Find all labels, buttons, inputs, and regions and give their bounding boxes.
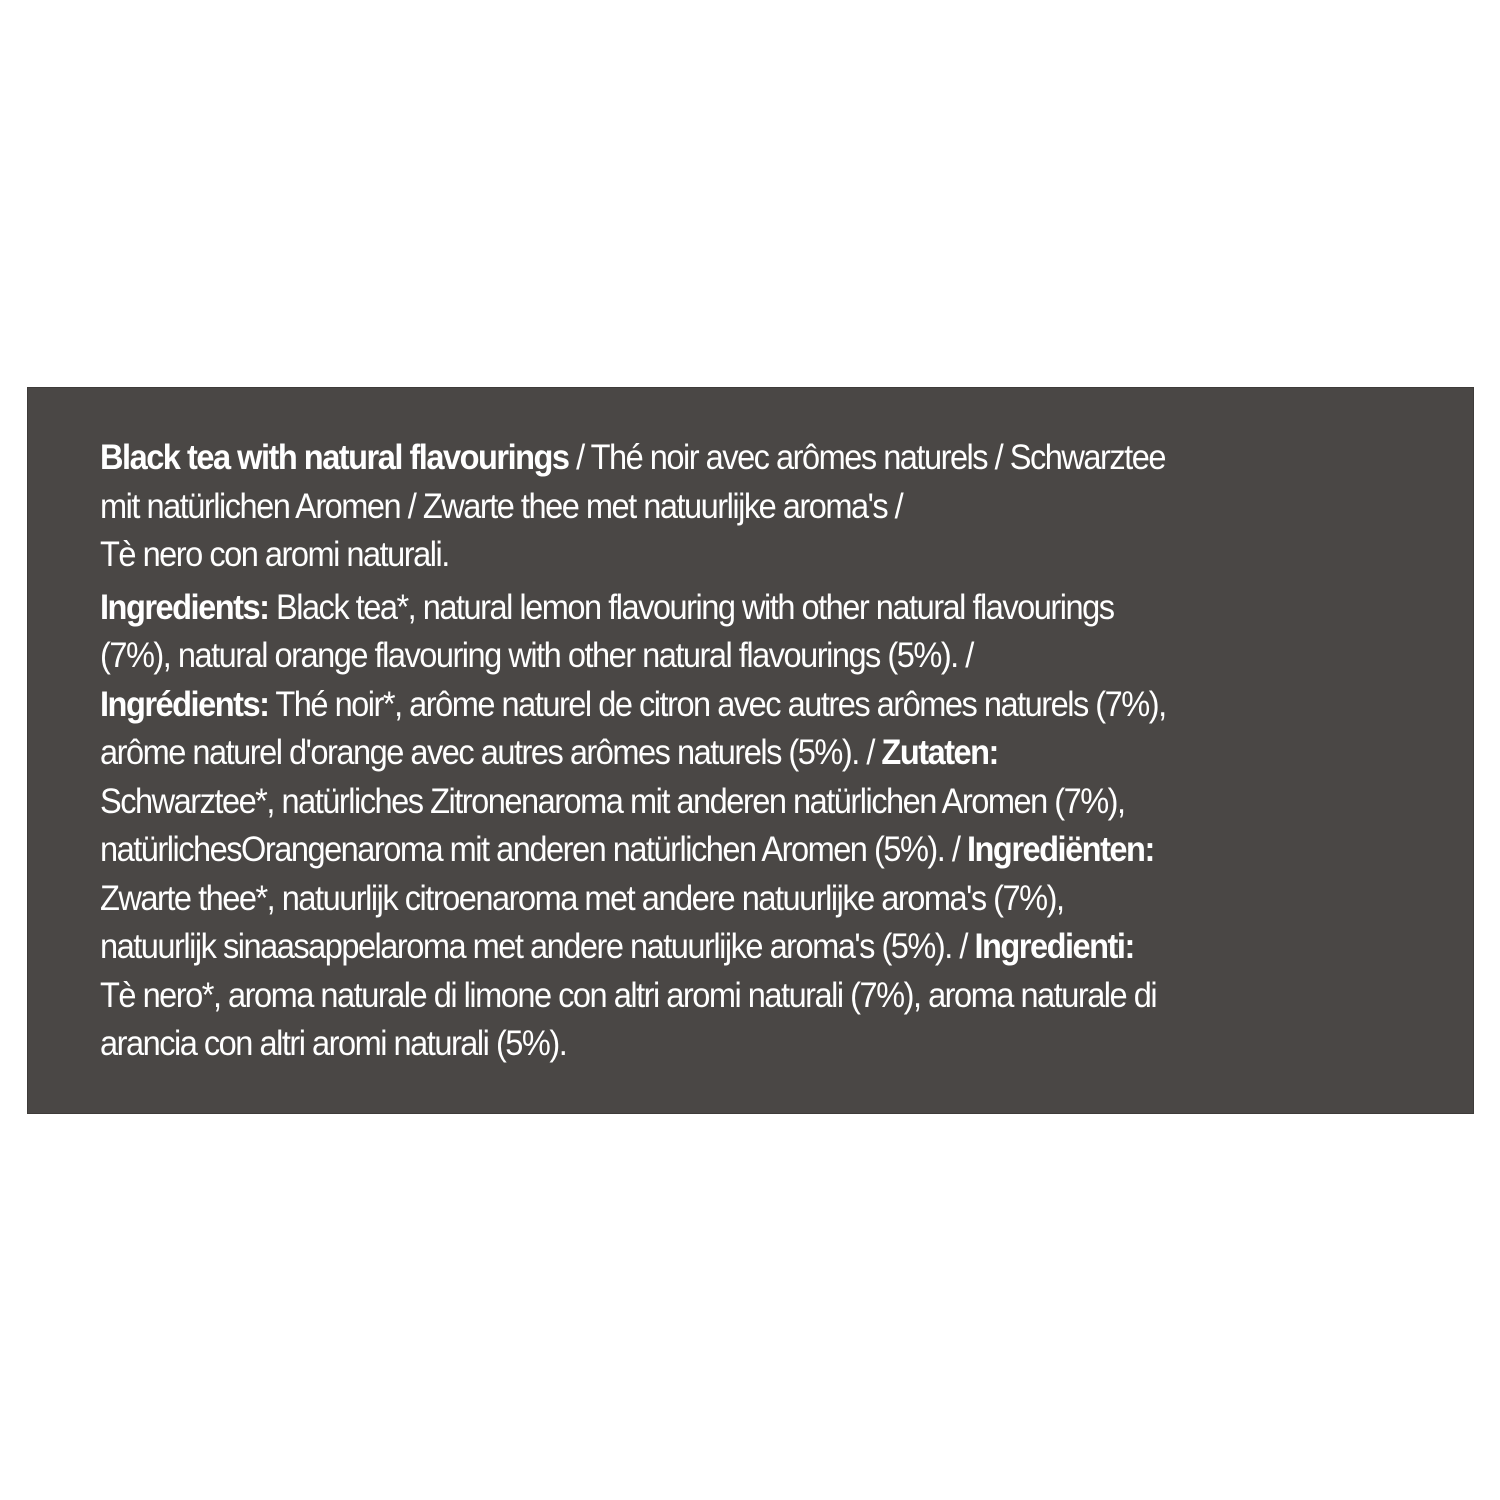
ingredients-de-label: Zutaten:: [881, 733, 998, 772]
ingredients-de-line-1: Schwarztee*, natürliches Zitronenaroma mit anderen natürlichen Aromen (7%),: [100, 781, 1125, 821]
product-name-translations: / Thé noir avec arômes naturels / Schwarztee: [568, 438, 1165, 477]
ingredients-fr-line-2: [100, 729, 1318, 778]
ingredients-nl-text-2: natuurlijk sinaasappelaroma met andere natuurlijke aroma's (5%). /: [100, 927, 975, 966]
ingredients-de-line-2: [100, 826, 1318, 875]
title-line-1: [100, 434, 1318, 483]
ingredients-en-line-2: (7%), natural orange flavouring with other natural flavourings (5%). /: [100, 636, 973, 675]
ingredients-it-line-1: Tè nero*, aroma naturale di limone con altri aromi naturali (7%), aroma naturale di: [100, 975, 1157, 1015]
ingredients-it-line-2: arancia con altri aromi naturali (5%).: [100, 1024, 567, 1063]
ingredients-de-text-2: natürlichesOrangenaroma mit anderen natürlichen Aromen (5%). /: [100, 830, 967, 869]
ingredients-en-label: Ingredients:: [100, 587, 269, 627]
ingredients-fr-text-1: Thé noir*, arôme naturel de citron avec autres arômes naturels (7%),: [268, 684, 1166, 724]
ingredients-en-line-1: [100, 584, 1318, 633]
ingredients-label-panel: [27, 387, 1474, 1114]
ingredients-nl-line-1: Zwarte thee*, natuurlijk citroenaroma met andere natuurlijke aroma's (7%),: [100, 878, 1064, 918]
ingredients-en-text-1: Black tea*, natural lemon flavouring with other natural flavourings: [268, 587, 1114, 627]
label-text-block: [100, 434, 1318, 1069]
ingredients-nl-line-2: [100, 923, 1318, 972]
product-name-english: Black tea with natural flavourings: [100, 438, 569, 477]
title-line-2: mit natürlichen Aromen / Zwarte thee met natuurlijke aroma's /: [100, 486, 903, 526]
ingredients-fr-line-1: [100, 681, 1318, 730]
title-line-3: Tè nero con aromi naturali.: [100, 535, 449, 574]
ingredients-it-label: Ingredienti:: [974, 927, 1134, 966]
ingredients-nl-label: Ingrediënten:: [966, 830, 1154, 869]
ingredients-fr-text-2: arôme naturel d'orange avec autres arômes naturels (5%). /: [100, 733, 882, 772]
ingredients-fr-label: Ingrédients:: [100, 684, 269, 724]
